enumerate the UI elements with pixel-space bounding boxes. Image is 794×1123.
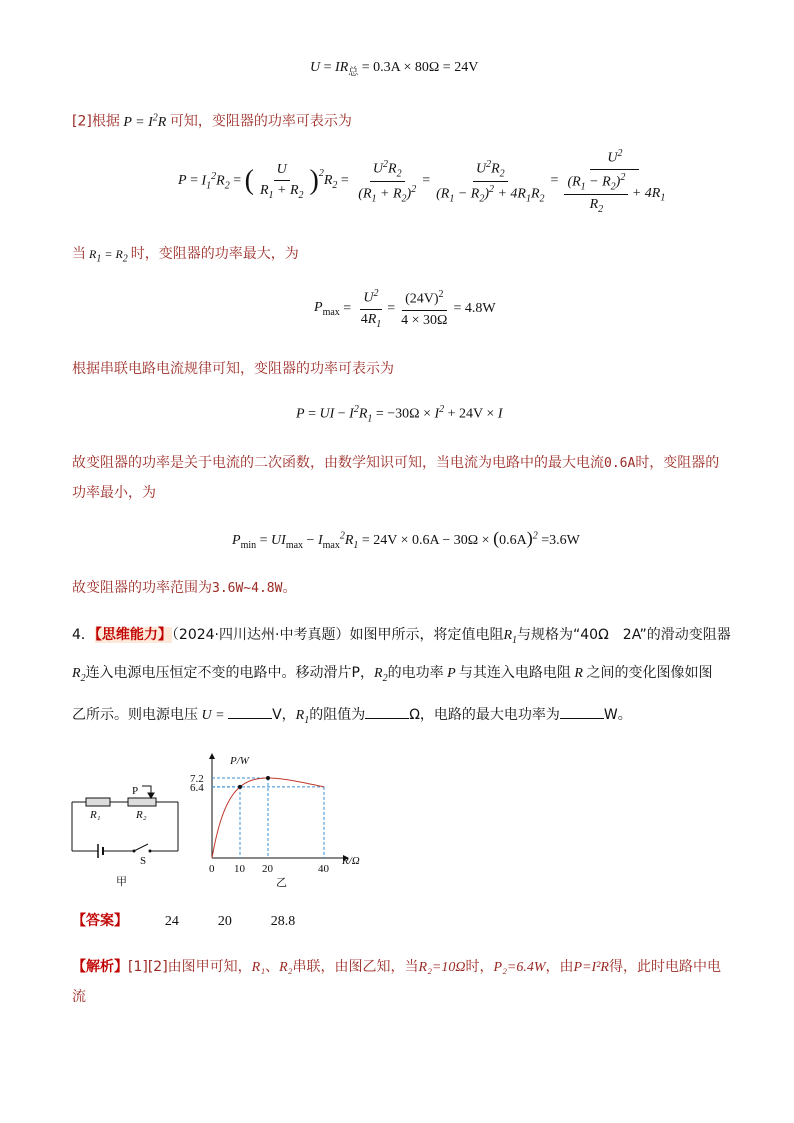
y-axis-label: P/W bbox=[230, 755, 249, 767]
paragraph-quadratic-cont: 功率最小，为 bbox=[72, 485, 156, 501]
r1-label: R₁ bbox=[90, 809, 101, 821]
answer-line bbox=[72, 910, 295, 933]
answer-value-3: 28.8 bbox=[270, 914, 296, 929]
data-point-1 bbox=[266, 776, 270, 780]
analysis-line1: 【解析】[1][2]由图甲可知，R₁、R₂串联，由图乙知，当R₂=10Ω时，P₂=6.4W，由P=I²R得，此时电路中电 bbox=[72, 959, 721, 975]
switch-label: S bbox=[140, 855, 147, 867]
paragraph-max-condition: 当 $R_1 = R_2$ 时，变阻器的功率最大，为 bbox=[72, 246, 299, 265]
x-tick-10: 10 bbox=[234, 863, 245, 875]
answer-label: 【答案】 bbox=[72, 913, 128, 929]
y-tick-6.4: 6.4 bbox=[190, 781, 204, 794]
x-tick-20: 20 bbox=[262, 863, 273, 875]
equation-voltage: $U = IR_总 = 0.3A \times 80\Omega = 24V$ bbox=[310, 60, 479, 78]
chart-caption: 乙 bbox=[276, 877, 287, 889]
circuit-diagram bbox=[66, 780, 196, 890]
equation-power-expansion: P = $I_1^2R_2$ = ( $\frac{U}{R_1 + R_2}$ ) $^2$ $R_2$ = $\frac{U^2R_2}{(R_1 + R_2)^2}$ = $\frac{U^2R_2}{(R_1 - R_2)^2 + 4R_1R_2}$ = $U^2$ $\frac{(R_1 - R_2)^2}{R_2}$ + $4R_1$ bbox=[178, 148, 666, 215]
x-tick-40: 40 bbox=[318, 863, 329, 875]
answer-blank-voltage[interactable] bbox=[228, 704, 272, 719]
circuit-caption: 甲 bbox=[116, 876, 127, 888]
equation-pmax: $P_{max}$ = $\frac{U^2}{4R_1}$ = $\frac{(24V)^2}{4 \times 30\Omega}$ = 4.8W bbox=[314, 288, 496, 330]
answer-blank-resistance[interactable] bbox=[365, 704, 409, 719]
data-point-0 bbox=[238, 785, 242, 789]
question-4-line3: 乙所示。则电源电压 U = V，$R_1$的阻值为 Ω，电路的最大电功率为 W。 bbox=[72, 704, 632, 732]
question-4-line2: $R_2$连入电源电压恒定不变的电路中。移动滑片P，$R_2$的电功率 P 与其连入电路电阻 R 之间的变化图像如图 bbox=[72, 665, 713, 684]
question-4-line1: 4．【思维能力】（2024·四川达州·中考真题）如图甲所示，将定值电阻$R_1$与规格为“40Ω 2A”的滑动变阻器 bbox=[72, 627, 731, 646]
equation-pmin: $P_{min} = UI_{max} - I_{max}^2R_1 = 24V \times 0.6A - 30\Omega \times (0.6A)^2 =3.6W$ bbox=[232, 528, 580, 551]
x-tick-0: 0 bbox=[209, 863, 215, 875]
paragraph-power-intro: [2]根据 $P = I^2R$ 可知，变阻器的功率可表示为 bbox=[72, 112, 352, 130]
y-tick-7.2: 7.2 bbox=[190, 773, 204, 785]
paragraph-range: 故变阻器的功率范围为3.6W~4.8W。 bbox=[72, 580, 297, 596]
slider-label: P bbox=[132, 785, 139, 797]
power-resistance-chart bbox=[190, 750, 380, 890]
r2-label: R₂ bbox=[136, 809, 147, 821]
answer-blank-power[interactable] bbox=[560, 704, 604, 719]
equation-power-current: P = UI − $I^2R_1 = -30\Omega \times I^2 + 24V \times I$ bbox=[296, 404, 503, 425]
answer-value-1: 24 bbox=[164, 914, 179, 929]
paragraph-quadratic: 故变阻器的功率是关于电流的二次函数，由数学知识可知，当电流为电路中的最大电流0.6A时，变阻器的 bbox=[72, 455, 720, 471]
analysis-line2: 流 bbox=[72, 989, 86, 1005]
x-axis-label: R/Ω bbox=[342, 855, 360, 867]
answer-value-2: 20 bbox=[217, 914, 232, 929]
paragraph-series-rule: 根据串联电路电流规律可知，变阻器的功率可表示为 bbox=[72, 361, 394, 377]
